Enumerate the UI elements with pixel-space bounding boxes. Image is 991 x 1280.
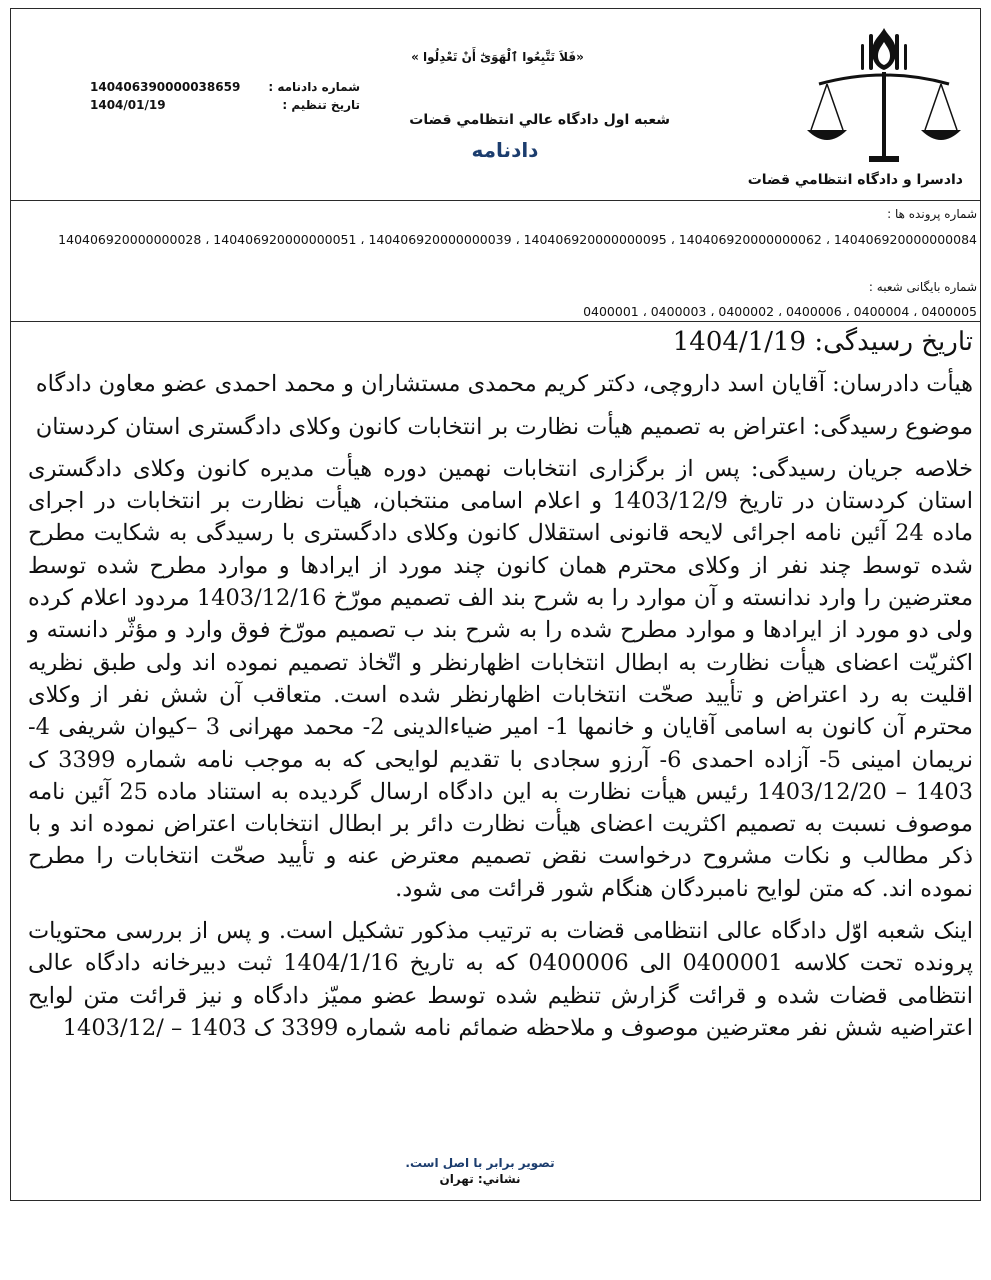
verdict-number-label: شماره دادنامه :	[268, 80, 360, 94]
hearing-subject: موضوع رسیدگی: اعتراض به تصمیم هیأت نظارت بر انتخابات کانون وکلای دادگستری استان کردستان	[35, 413, 973, 440]
address: نشاني: تهران	[439, 1172, 521, 1186]
section-divider	[10, 321, 981, 322]
court-continuation: اینک شعبه اوّل دادگاه عالی انتظامی قضات به ترتیب مذکور تشکیل است. و پس از بررسی محتویات پرونده تحت کلاسه 0400001 الی 0400006 که به تاریخ 1404/1/16 ثبت دبیرخانه دادگاه عالی انتظامی قضات شده و قرائت گزارش تنظیم شده توسط عضو ممیّز دادگاه و نیز قرائت متن لوایح اعتراضیه شش نفر معترضین موصوف و ملاحظه ضمائم نامه شماره 3399 ک 1403 – /1403/12	[28, 918, 974, 1041]
true-copy-note: تصوير برابر با اصل است.	[405, 1156, 555, 1170]
archive-numbers-label: شماره بايگانی شعبه :	[868, 280, 977, 294]
archive-numbers: 0400001 ، 0400003 ، 0400002 ، 0400006 ، 0400004 ، 0400005	[583, 304, 977, 319]
header-divider	[10, 200, 981, 201]
file-numbers-label: شماره پرونده ها :	[887, 207, 977, 221]
proceedings-summary: خلاصه جریان رسیدگی: پس از برگزاری انتخابات نهمین دوره هیأت مدیره کانون وکلای دادگستری استان کردستان در تاریخ 1403/12/9 و اعلام اسامی منتخبان، هیأت نظارت بر انتخابات در اجرای ماده 24 آئین نامه اجرائی لایحه قانونی استقلال کانون وکلای دادگستری با رسیدگی به شکایت مطرح شده توسط چند نفر از وکلای محترم همان کانون چند مورد از ایرادها و موارد مطرح شده توسط معترضین را وارد ندانسته و آن موارد را به شرح بند الف تصمیم مورّخ 1403/12/16 مردود اعلام کرده ولی دو مورد از ایرادها و موارد مطرح شده را به شرح بند ب تصمیم مورّخ فوق وارد و مؤثّر دانسته و اکثریّت اعضای هیأت نظارت به ابطال انتخابات اظهارنظر و اتّخاذ تصمیم نموده اند ولی طبق نظریه اقلیت به رد اعتراض و تأیید صحّت انتخابات اظهارنظر شده است. متعاقب آن شش نفر از وکلای محترم آن کانون به اسامی آقایان و خانمها 1- امیر ضیاءالدینی 2- محمد مهرانی 3 –کیوان شریفی 4- نریمان امینی 5- آزاده احمدی 6- آرزو سجادی با تقدیم لوایحی که به موجب نامه شماره 3399 ک 1403 – 1403/12/20 رئیس هیأت نظارت به این دادگاه ارسال گردیده به استناد ماده 25 آئین نامه موصوف نسبت به تصمیم اکثریت اعضای هیأت نظارت دائر بر ابطال انتخابات اعتراض نموده اند و با ذکر مطالب و نکات مشروح درخواست نقض تصمیم معترض عنه و تأیید صحّت انتخابات را مطرح نموده اند. که متن لوایح نامبردگان هنگام شور قرائت می شود.	[28, 455, 974, 902]
verdict-body	[28, 326, 973, 1044]
issue-date-label: تاريخ تنظيم :	[282, 98, 360, 112]
issue-date: 1404/01/19	[90, 98, 166, 112]
quran-verse: «فَلاَ تَتَّبِعُوا ٱلْهَوَىٰٓ أَنْ تَعْدِلُوا »	[411, 50, 584, 64]
court-branch: شعبه اول دادگاه عالي انتظامي قضات	[409, 112, 670, 128]
judges-panel: هیأت دادرسان: آقایان اسد داروچی، دکتر کریم محمدی مستشاران و محمد احمدی عضو معاون دادگاه	[35, 371, 973, 398]
judiciary-emblem-icon	[799, 22, 969, 172]
document-title: دادنامه	[471, 138, 539, 162]
organization-name: دادسرا و دادگاه انتظامي قضات	[747, 172, 963, 188]
verdict-meta	[90, 80, 360, 116]
file-numbers: 140406920000000028 ، 140406920000000051 ، 140406920000000039 ، 140406920000000095 ، 140406920000000062 ، 140406920000000084	[58, 232, 977, 247]
hearing-date: تاریخ رسیدگی: 1404/1/19	[672, 327, 973, 357]
verdict-number: 140406390000038659	[90, 80, 241, 94]
page-footer	[380, 1155, 580, 1187]
